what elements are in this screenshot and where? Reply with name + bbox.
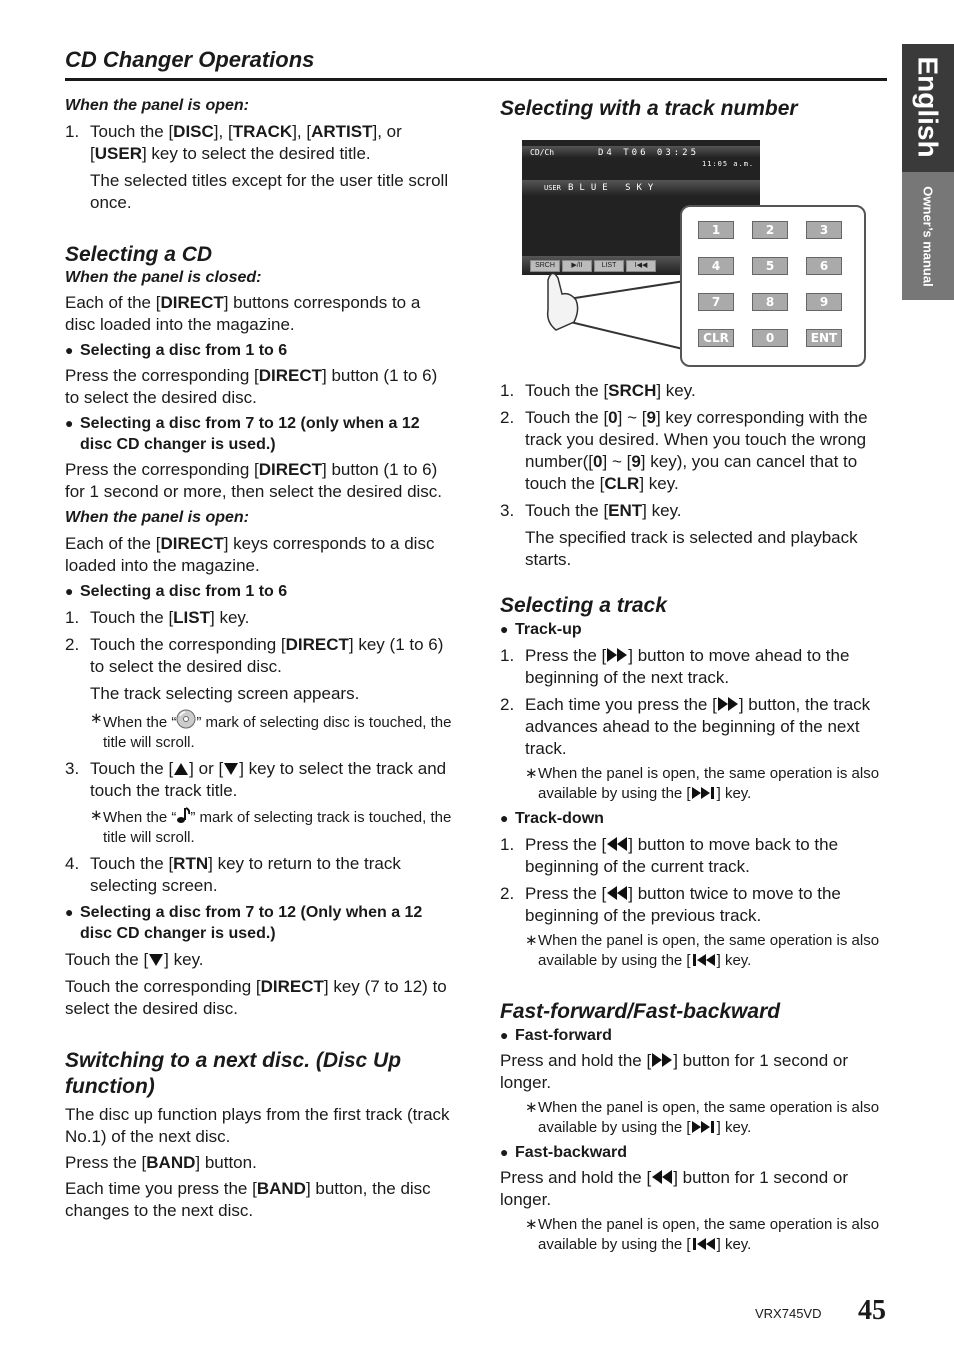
item-detail: The selected titles except for the user title scroll once. [90, 171, 449, 212]
paragraph: Touch the corresponding [DIRECT] key (7 to 12) to select the desired disc. [65, 977, 447, 1018]
rewind-icon [606, 885, 628, 901]
bullet-heading: ● Selecting a disc from 7 to 12 (Only when a 12 disc CD changer is used.) [65, 902, 455, 944]
key-clr[interactable]: CLR [698, 329, 734, 347]
skip-previous-icon [691, 1237, 717, 1251]
note: ∗ When the panel is open, the same operation is also available by using the [ ] key. [525, 932, 880, 969]
paragraph: Touch the [ ] key. [65, 950, 204, 969]
key-ent[interactable]: ENT [806, 329, 842, 347]
fast-forward-icon [651, 1052, 673, 1068]
model-number: VRX745VD [755, 1306, 822, 1321]
disc-icon [176, 709, 196, 729]
page-number: 45 [858, 1295, 886, 1326]
list-item: 1. Touch the [LIST] key. [65, 608, 250, 627]
key-8[interactable]: 8 [752, 293, 788, 311]
bullet-heading: ● Track-up [500, 619, 892, 640]
paragraph: Press the corresponding [DIRECT] button (1 to 6) to select the desired disc. [65, 366, 438, 407]
triangle-down-icon [223, 762, 239, 776]
rewind-icon [606, 836, 628, 852]
section-title: Switching to a next disc. (Disc Up function) [65, 1049, 402, 1098]
paragraph: Press and hold the [ ] button for 1 second or longer. [500, 1168, 849, 1209]
track-number-illustration [500, 140, 865, 372]
note: ∗ When the panel is open, the same operation is also available by using the [ ] key. [525, 1099, 880, 1136]
keypad [680, 205, 866, 367]
list-item: 1. Press the [ ] button to move back to the beginning of the current track. [500, 835, 839, 876]
list-item: 1. Touch the [DISC], [TRACK], [ARTIST], or [USER] key to select the desired title. [65, 122, 402, 163]
list-item: 2. Touch the corresponding [DIRECT] key (1 to 6) to select the desired disc. [65, 635, 444, 676]
section-title: Selecting a track [500, 594, 667, 617]
paragraph: Press and hold the [ ] button for 1 second or longer. [500, 1051, 849, 1092]
key-1[interactable]: 1 [698, 221, 734, 239]
triangle-up-icon [173, 762, 189, 776]
section-title: Selecting with a track number [500, 97, 798, 120]
skip-next-icon [691, 786, 717, 800]
panel-open-label: When the panel is open: [65, 509, 250, 526]
bullet-heading: ● Selecting a disc from 1 to 6 [65, 340, 455, 361]
paragraph: Press the [BAND] button. [65, 1153, 257, 1172]
paragraph: Each time you press the [BAND] button, the disc changes to the next disc. [65, 1179, 431, 1220]
item-detail: The track selecting screen appears. [90, 684, 360, 703]
skip-previous-icon [691, 953, 717, 967]
bullet-heading: ● Fast-forward [500, 1025, 892, 1046]
side-tab [902, 44, 954, 300]
key-4[interactable]: 4 [698, 257, 734, 275]
note: ∗ When the panel is open, the same operation is also available by using the [ ] key. [525, 765, 880, 802]
list-item: 1. Touch the [SRCH] key. [500, 381, 696, 400]
left-column [65, 96, 455, 1222]
list-item: 1. Press the [ ] button to move ahead to the beginning of the next track. [500, 646, 850, 687]
key-6[interactable]: 6 [806, 257, 842, 275]
page-header [65, 46, 887, 81]
list-item: 2. Each time you press the [ ] button, the track advances ahead to the beginning of the next track. [500, 695, 871, 758]
paragraph: Press the corresponding [DIRECT] button (1 to 6) for 1 second or more, then select the desired disc. [65, 460, 443, 501]
list-item: 4. Touch the [RTN] key to return to the track selecting screen. [65, 854, 401, 895]
key-0[interactable]: 0 [752, 329, 788, 347]
bullet-heading: ● Track-down [500, 808, 892, 829]
prev-button[interactable]: I◀◀ [626, 260, 656, 272]
key-5[interactable]: 5 [752, 257, 788, 275]
triangle-down-icon [148, 953, 164, 967]
right-column [500, 96, 892, 1255]
list-item: 2. Touch the [0] ~ [9] key corresponding with the track you desired. When you touch the wrong number([0] ~ [9] key), you can cancel that to touch the [CLR] key. [500, 408, 868, 493]
paragraph: Each of the [DIRECT] buttons corresponds to a disc loaded into the magazine. [65, 293, 421, 334]
fast-forward-icon [717, 696, 739, 712]
list-button[interactable]: LIST [594, 260, 624, 272]
section-title: Selecting a CD [65, 243, 213, 266]
bullet-heading: ● Selecting a disc from 1 to 6 [65, 581, 455, 602]
panel-closed-label: When the panel is closed: [65, 269, 262, 286]
key-3[interactable]: 3 [806, 221, 842, 239]
music-note-icon [176, 806, 190, 824]
bullet-heading: ● Fast-backward [500, 1142, 892, 1163]
clock-readout: 11:05 a.m. [702, 160, 755, 168]
user-label: USER [544, 184, 561, 192]
page-title: CD Changer Operations [65, 47, 315, 72]
manual-label: Owner’s manual [920, 185, 936, 287]
play-pause-button[interactable]: ▶/II [562, 260, 592, 272]
fast-forward-icon [606, 647, 628, 663]
title-readout: BLUE SKY [568, 183, 660, 193]
rewind-icon [651, 1169, 673, 1185]
paragraph: Each of the [DIRECT] keys corresponds to a disc loaded into the magazine. [65, 534, 435, 575]
note: ∗ When the panel is open, the same operation is also available by using the [ ] key. [525, 1216, 880, 1253]
panel-open-label: When the panel is open: [65, 97, 250, 114]
note: ∗ When the “ ” mark of selecting track is touched, the title will scroll. [90, 807, 452, 846]
source-label: CD/Ch [530, 148, 555, 157]
item-detail: The specified track is selected and playback starts. [525, 528, 858, 569]
section-title: Fast-forward/Fast-backward [500, 1000, 781, 1023]
language-label: English [913, 56, 944, 158]
key-7[interactable]: 7 [698, 293, 734, 311]
srch-button[interactable]: SRCH [530, 260, 560, 272]
list-item: 2. Press the [ ] button twice to move to the beginning of the previous track. [500, 884, 841, 925]
note: ∗ When the “ ” mark of selecting disc is touched, the title will scroll. [90, 710, 452, 751]
list-item: 3. Touch the [ENT] key. [500, 501, 682, 520]
key-2[interactable]: 2 [752, 221, 788, 239]
key-9[interactable]: 9 [806, 293, 842, 311]
disc-track-time: D4 T06 03:25 [598, 148, 700, 158]
skip-next-icon [691, 1120, 717, 1134]
paragraph: The disc up function plays from the first track (track No.1) of the next disc. [65, 1105, 450, 1146]
bullet-heading: ● Selecting a disc from 7 to 12 (only when a 12 disc CD changer is used.) [65, 413, 455, 455]
list-item: 3. Touch the [ ] or [ ] key to select the track and touch the track title. [65, 759, 447, 800]
